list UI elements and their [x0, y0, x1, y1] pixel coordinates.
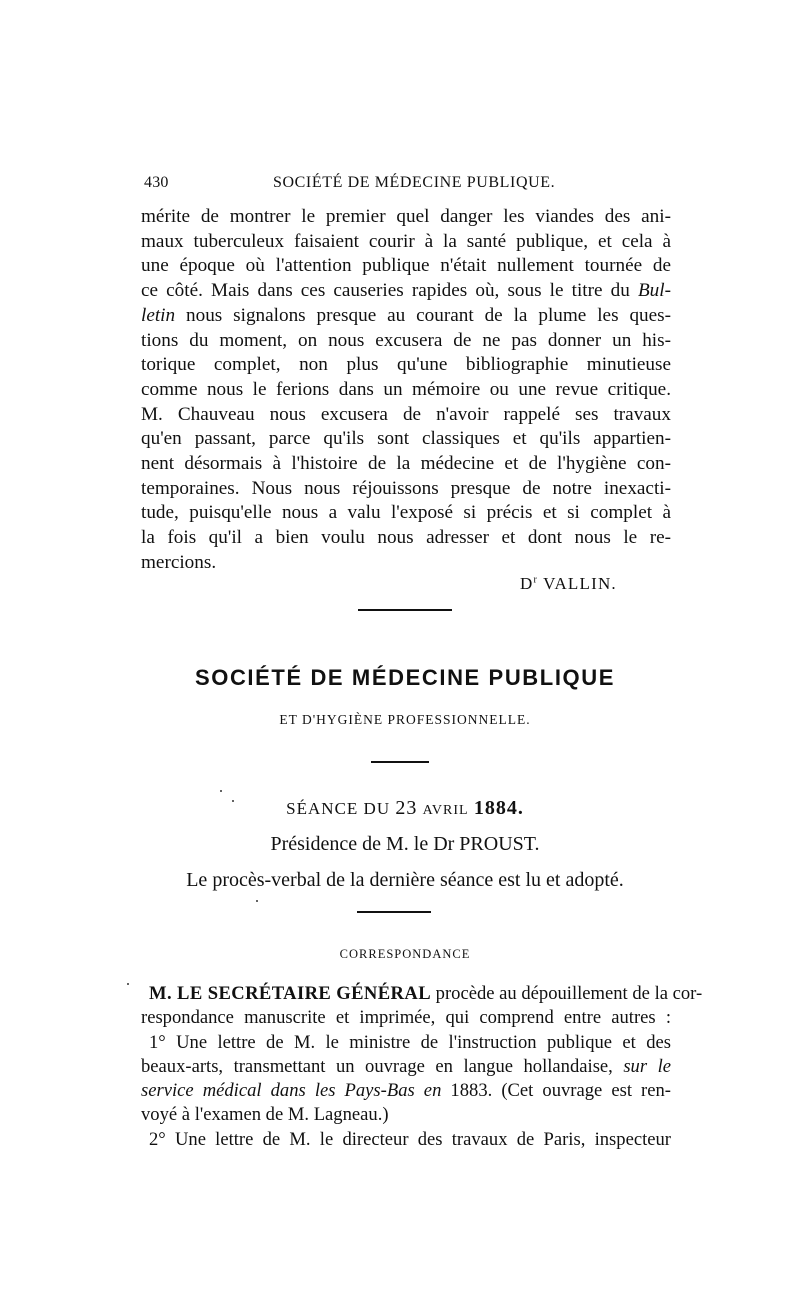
text-line: torique complet, non plus qu'une bibliographie minutieuse	[141, 354, 671, 376]
text-line: mérite de montrer le premier quel danger les viandes des ani-	[141, 206, 671, 227]
session-label: SÉANCE DU	[286, 799, 391, 818]
session-day: 23	[395, 797, 418, 819]
text-line: tions du moment, on nous excusera de ne pas donner un his-	[141, 329, 671, 351]
text-line: maux tuberculeux faisaient courir à la santé publique, et cela à	[141, 230, 671, 252]
society-subtitle: ET D'HYGIÈNE PROFESSIONNELLE.	[279, 712, 531, 727]
session-year: 1884.	[473, 797, 524, 819]
text-line: letin nous signalons presque au courant de la plume les ques-	[141, 304, 671, 326]
proces-verbal-line: Le procès-verbal de la dernière séance est lu et adopté.	[186, 869, 624, 891]
scan-speck	[256, 900, 258, 902]
text-line: M. LE SECRÉTAIRE GÉNÉRAL procède au dépouillement de la cor-	[149, 983, 703, 1004]
text-line: temporaines. Nous nous réjouissons presque de notre inexacti-	[141, 477, 671, 499]
text-line: mercions.	[141, 551, 217, 573]
correspondance-heading: CORRESPONDANCE	[339, 947, 471, 961]
text-line: tude, puisqu'elle nous a valu l'exposé si précis et si complet à	[141, 502, 671, 524]
section-divider	[371, 761, 429, 763]
text-line: ce côté. Mais dans ces causeries rapides où, sous le titre du Bul-	[141, 280, 671, 302]
text-line: la fois qu'il a bien voulu nous adresser et dont nous le re-	[141, 527, 671, 549]
text-line: 2° Une lettre de M. le directeur des travaux de Paris, inspecteur	[149, 1128, 671, 1150]
session-heading	[140, 797, 670, 820]
scan-speck	[220, 790, 222, 792]
scan-speck	[232, 800, 234, 802]
running-title: SOCIÉTÉ DE MÉDECINE PUBLIQUE.	[273, 174, 556, 191]
continuation-paragraph	[141, 205, 671, 576]
page-number: 430	[144, 174, 169, 191]
text-line: une époque où l'attention publique n'était nullement tournée de	[141, 255, 671, 277]
text-line: service médical dans les Pays-Bas en 1883. (Cet ouvrage est ren-	[141, 1080, 671, 1102]
section-divider	[358, 609, 452, 611]
text-line: nent désormais à l'histoire de la médecine et de l'hygiène con-	[141, 453, 671, 475]
text-line: 1° Une lettre de M. le ministre de l'instruction publique et des	[149, 1031, 671, 1053]
text-line: comme nous le ferions dans un mémoire ou une revue critique.	[141, 378, 671, 400]
text-line: beaux-arts, transmettant un ouvrage en langue hollandaise, sur le	[141, 1055, 671, 1077]
scan-speck	[127, 983, 129, 985]
section-divider	[357, 911, 431, 913]
text-line: M. Chauveau nous excusera de n'avoir rappelé ses travaux	[141, 403, 671, 425]
presidence-line: Présidence de M. le Dr PROUST.	[270, 833, 540, 855]
signature: $D^r$ VALLIN.	[520, 574, 617, 593]
text-line: qu'en passant, parce qu'ils sont classiques et qu'ils appartien-	[141, 428, 671, 450]
correspondance-paragraph	[141, 982, 703, 1152]
session-month: AVRIL	[422, 803, 469, 818]
text-line: voyé à l'examen de M. Lagneau.)	[141, 1104, 389, 1126]
society-title: SOCIÉTÉ DE MÉDECINE PUBLIQUE	[194, 665, 616, 690]
text-line: respondance manuscrite et imprimée, qui comprend entre autres :	[141, 1007, 671, 1029]
